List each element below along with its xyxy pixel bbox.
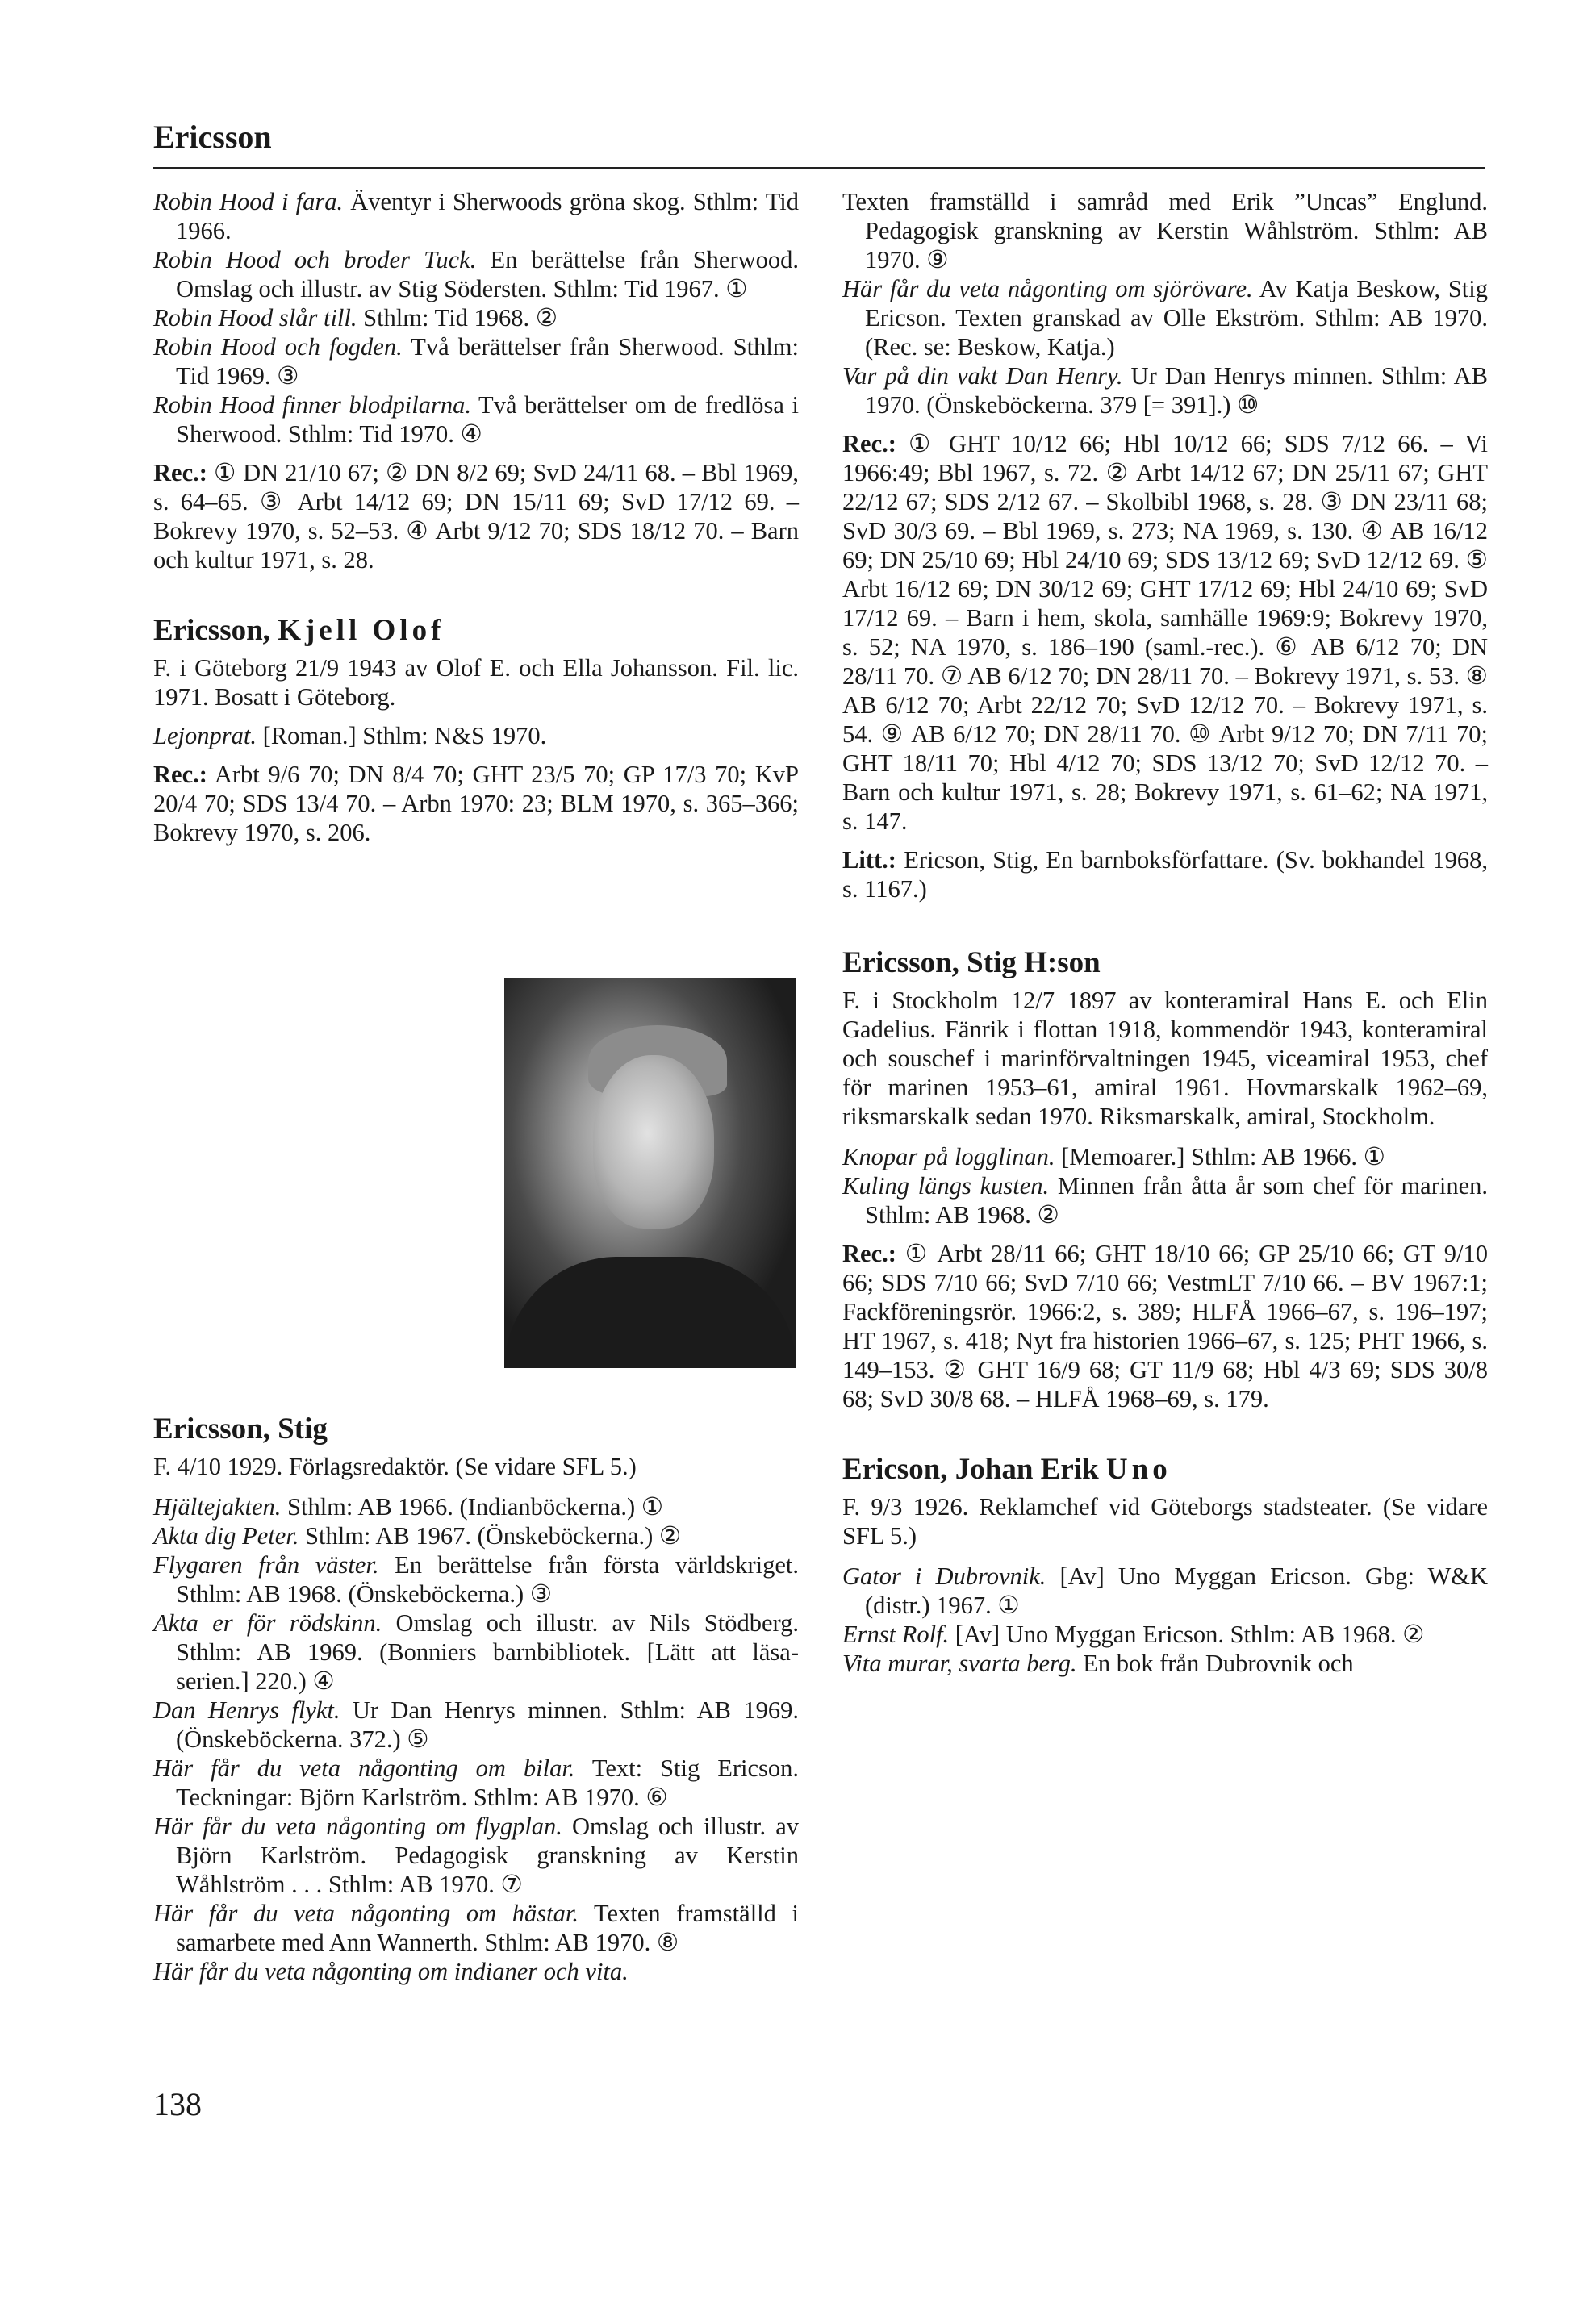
bibliography-entry: Här får du veta någonting om hästar. Texten framställd i samarbete med Ann Wannerth. Sthlm: AB 1970. ⑧	[153, 1900, 799, 1956]
bibliography-entry: Robin Hood och fogden. Två berättelser från Sherwood. Sthlm: Tid 1969. ③	[153, 333, 799, 390]
kjell-work: Lejonprat. [Roman.] Sthlm: N&S 1970.	[153, 722, 547, 749]
kjell-bio: F. i Göteborg 21/9 1943 av Olof E. och Ella Johansson. Fil. lic. 1971. Bosatt i Göteborg.	[153, 654, 799, 711]
hson-bio: F. i Stockholm 12/7 1897 av konteramiral Hans E. och Elin Gadelius. Fänrik i flottan 1918, kommendör 1943, konteramiral och souschef i marinförvaltningen 1945, viceamiral 1953, chef för marinen 1953–61, amiral 1961. Hovmarskalk 1962–69, riksmarskalk sedan 1970. Riksmarskalk, amiral, Stockholm.	[842, 987, 1488, 1130]
stig-bio: F. 4/10 1929. Förlagsredaktör. (Se vidare SFL 5.)	[153, 1453, 637, 1480]
bibliography-entry: Robin Hood slår till. Sthlm: Tid 1968. ②	[153, 304, 558, 332]
bibliography-entry: Texten framställd i samråd med Erik ”Uncas” Englund. Pedagogisk granskning av Kerstin Wåhlström. Sthlm: AB 1970. ⑨	[842, 188, 1488, 273]
bibliography-entry: Kuling längs kusten. Minnen från åtta år som chef för marinen. Sthlm: AB 1968. ②	[842, 1172, 1489, 1229]
stig-rec: Rec.: ① GHT 10/12 66; Hbl 10/12 66; SDS 7/12 66. – Vi 1966:49; Bbl 1967, s. 72. ② Arbt 14/12 67; DN 25/11 67; GHT 22/12 67; SDS 2/12 67. – Skolbibl 1968, s. 28. ③ DN 23/11 68; SvD 30/3 69. – Bbl 1969, s. 273; NA 1969, s. 130. ④ AB 16/12 69; DN 25/10 69; Hbl 24/10 69; SDS 13/12 69; SvD 12/12 69. ⑤ Arbt 16/12 69; DN 30/12 69; GHT 17/12 69; Hbl 24/10 69; SvD 17/12 69. – Barn i hem, skola, samhälle 1969:9; Bokrevy 1970, s. 52; NA 1970, s. 186–190 (saml.-rec.). ⑥ AB 6/12 70; DN 28/11 70. ⑦ AB 6/12 70; DN 28/11 70. – Bokrevy 1971, s. 53. ⑧ AB 6/12 70; Arbt 22/12 70; SvD 12/12 70. – Bokrevy 1971, s. 54. ⑨ AB 6/12 70; DN 28/11 70. ⑩ Arbt 9/12 70; DN 7/11 70; GHT 18/11 70; Hbl 4/12 70; SDS 13/12 70; SvD 12/12 70. – Barn och kultur 1971, s. 28; Bokrevy 1971, s. 61–62; NA 1971, s. 147.	[842, 430, 1488, 835]
stig-litt: Litt.: Ericson, Stig, En barnboksförfattare. (Sv. bokhandel 1968, s. 1167.)	[842, 846, 1488, 903]
header-rule	[153, 167, 1485, 169]
bibliography-entry: Knopar på logglinan. [Memoarer.] Sthlm: AB 1966. ①	[842, 1143, 1385, 1170]
bibliography-entry: Akta dig Peter. Sthlm: AB 1967. (Önskeböckerna.) ②	[153, 1522, 682, 1550]
bibliography-entry: Robin Hood och broder Tuck. En berättelse från Sherwood. Omslag och illustr. av Stig Södersten. Sthlm: Tid 1967. ①	[153, 246, 799, 302]
bibliography-entry: Var på din vakt Dan Henry. Ur Dan Henrys minnen. Sthlm: AB 1970. (Önskeböckerna. 379 [= 391].) ⑩	[842, 362, 1488, 419]
hson-works-list	[842, 1142, 1488, 1229]
author-uno: Ericson, Johan Erik Uno	[842, 1453, 1172, 1486]
bibliography-entry: Hjältejakten. Sthlm: AB 1966. (Indianböckerna.) ①	[153, 1493, 664, 1521]
bibliography-entry: Flygaren från väster. En berättelse från första världskriget. Sthlm: AB 1968. (Önskeböckerna.) ③	[153, 1551, 800, 1608]
portrait-photo	[504, 978, 796, 1368]
bibliography-entry: Robin Hood i fara. Äventyr i Sherwoods gröna skog. Sthlm: Tid 1966.	[153, 188, 799, 244]
stig-works-continued	[842, 187, 1488, 419]
bibliography-entry: Vita murar, svarta berg. En bok från Dubrovnik och	[842, 1650, 1354, 1677]
bibliography-entry: Ernst Rolf. [Av] Uno Myggan Ericson. Sthlm: AB 1968. ②	[842, 1621, 1425, 1648]
page-number: 138	[153, 2086, 202, 2122]
running-head: Ericsson	[153, 119, 272, 155]
bibliography-entry: Robin Hood finner blodpilarna. Två berättelser om de fredlösa i Sherwood. Sthlm: Tid 1970. ④	[153, 391, 800, 448]
uno-bio: F. 9/3 1926. Reklamchef vid Göteborgs stadsteater. (Se vidare SFL 5.)	[842, 1493, 1488, 1550]
right-column	[842, 187, 1488, 1678]
bibliography-entry: Här får du veta någonting om indianer och vita.	[153, 1958, 629, 1985]
bibliography-entry: Här får du veta någonting om sjörövare. Av Katja Beskow, Stig Ericson. Texten granskad av Olle Ekström. Sthlm: AB 1970. (Rec. se: Beskow, Katja.)	[842, 275, 1488, 361]
bibliography-entry: Här får du veta någonting om bilar. Text: Stig Ericson. Teckningar: Björn Karlström. Sthlm: AB 1970. ⑥	[153, 1754, 800, 1811]
robin-hood-list	[153, 187, 799, 449]
hson-rec: Rec.: ① Arbt 28/11 66; GHT 18/10 66; GP 25/10 66; GT 9/10 66; SDS 7/10 66; SvD 7/10 66; VestmLT 7/10 66. – BV 1967:1; Fackföreningsrör. 1966:2, s. 389; HLFÅ 1966–67, s. 196–197; HT 1967, s. 418; Nyt fra historien 1966–67, s. 125; PHT 1966, s. 149–153. ② GHT 16/9 68; GT 11/9 68; Hbl 4/3 69; SDS 30/8 68; SvD 30/8 68. – HLFÅ 1968–69, s. 179.	[842, 1240, 1488, 1412]
robin-rec: Rec.: ① DN 21/10 67; ② DN 8/2 69; SvD 24/11 68. – Bbl 1969, s. 64–65. ③ Arbt 14/12 69; DN 15/11 69; SvD 17/12 69. – Bokrevy 1970, s. 52–53. ④ Arbt 9/12 70; SDS 18/12 70. – Barn och kultur 1971, s. 28.	[153, 459, 799, 574]
uno-works-list	[842, 1562, 1488, 1678]
stig-works-list	[153, 1492, 799, 1986]
author-stig: Ericsson, Stig	[153, 1412, 328, 1446]
author-kjell-olof: Ericsson, Kjell Olof	[153, 614, 445, 647]
bibliography-entry: Dan Henrys flykt. Ur Dan Henrys minnen. Sthlm: AB 1969. (Önskeböckerna. 372.) ⑤	[153, 1696, 799, 1753]
author-stig-hson: Ericsson, Stig H:son	[842, 946, 1101, 979]
bibliography-entry: Här får du veta någonting om flygplan. Omslag och illustr. av Björn Karlström. Pedagogisk granskning av Kerstin Wåhlström . . . Sthlm: AB 1970. ⑦	[153, 1813, 799, 1898]
kjell-rec: Rec.: Arbt 9/6 70; DN 8/4 70; GHT 23/5 70; GP 17/3 70; KvP 20/4 70; SDS 13/4 70. – Arbn 1970: 23; BLM 1970, s. 365–366; Bokrevy 1970, s. 206.	[153, 761, 799, 846]
bibliography-entry: Gator i Dubrovnik. [Av] Uno Myggan Ericson. Gbg: W&K (distr.) 1967. ①	[842, 1563, 1488, 1619]
bibliography-entry: Akta er för rödskinn. Omslag och illustr. av Nils Stödberg. Sthlm: AB 1969. (Bonniers barnbibliotek. [Lätt att läsa-serien.] 220.) ④	[153, 1609, 799, 1695]
